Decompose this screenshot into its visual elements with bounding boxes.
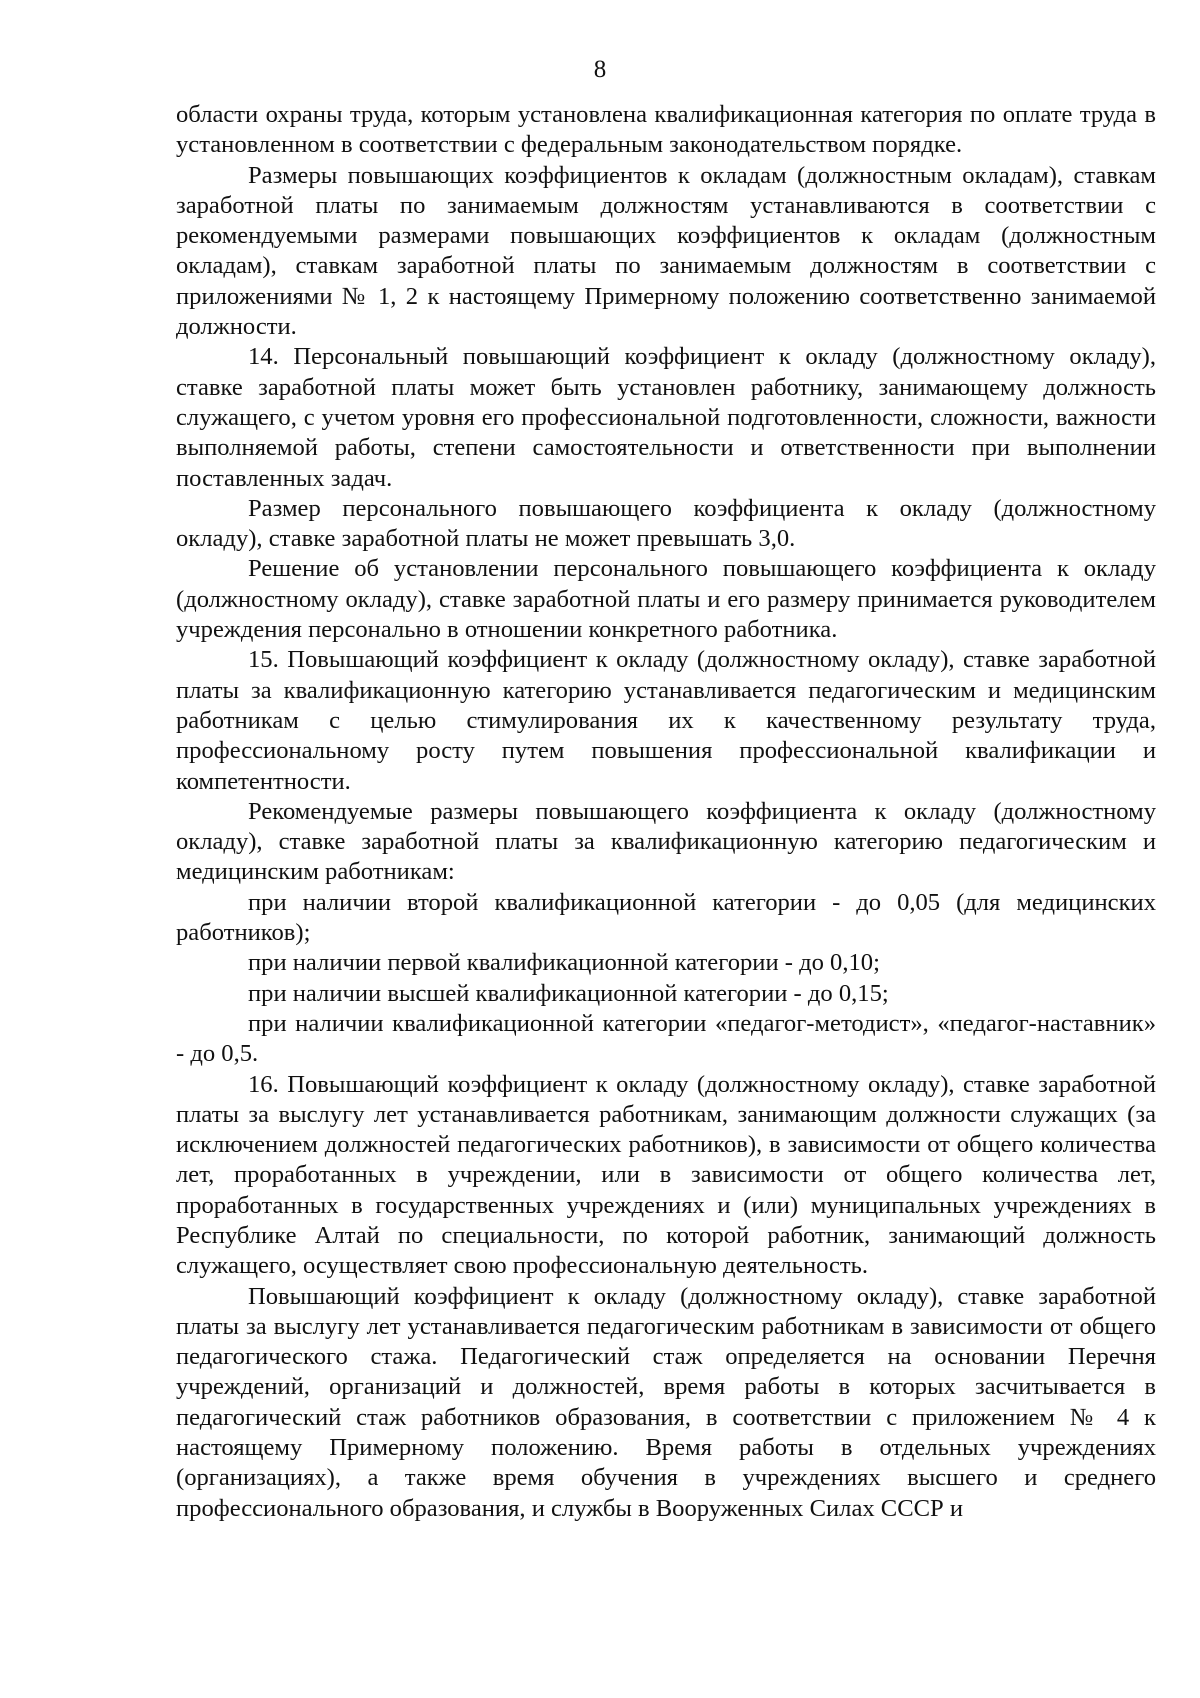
paragraph-personal-coefficient-decision: Решение об установлении персонального повышающего коэффициента к окладу (должностному окладу), ставке заработной платы и его размеру принимается руководителем учреждения персонально в отношении конкретного работника.: [176, 555, 1156, 644]
paragraph-pedagogical-seniority: Повышающий коэффициент к окладу (должностному окладу), ставке заработной платы за выслугу лет устанавливается педагогическим работникам в зависимости от общего педагогического стажа. Педагогический стаж определяется на основании Перечня учреждений, организаций и должностей, время работы в которых засчитывается в педагогический стаж работников образования, в соответствии с приложением № 4 к настоящему Примерному положению. Время работы в отдельных учреждениях (организациях), а также время обучения в учреждениях высшего и среднего профессионального образования, и службы в Вооруженных Силах СССР и: [176, 1282, 1156, 1522]
paragraph-personal-coefficient-limit: Размер персонального повышающего коэффициента к окладу (должностному окладу), ставке заработной платы не может превышать 3,0.: [176, 494, 1156, 553]
list-item-methodist-category: при наличии квалификационной категории «педагог-методист», «педагог-наставник» - до 0,5.: [176, 1009, 1156, 1068]
paragraph-coefficient-sizes: Размеры повышающих коэффициентов к окладам (должностным окладам), ставкам заработной платы по занимаемым должностям устанавливаются в соответствии с рекомендуемыми размерами повышающих коэффициентов к окладам (должностным окладам), ставкам заработной платы по занимаемым должностям в соответствии с приложениями № 1, 2 к настоящему Примерному положению соответственно занимаемой должности.: [176, 161, 1156, 341]
paragraph-item-16: 16. Повышающий коэффициент к окладу (должностному окладу), ставке заработной платы за выслугу лет устанавливается работникам, занимающим должности служащих (за исключением должностей педагогических работников), в зависимости от общего количества лет, проработанных в учреждении, или в зависимости от общего количества лет, проработанных в государственных учреждениях и (или) муниципальных учреждениях в Республике Алтай по специальности, по которой работник, занимающий должность служащего, осуществляет свою профессиональную деятельность.: [176, 1070, 1156, 1280]
document-body: [176, 100, 1156, 1524]
paragraph-item-14: 14. Персональный повышающий коэффициент к окладу (должностному окладу), ставке заработной платы может быть установлен работнику, занимающему должность служащего, с учетом уровня его профессиональной подготовленности, сложности, важности выполняемой работы, степени самостоятельности и ответственности при выполнении поставленных задач.: [176, 343, 1156, 492]
list-item-first-category: при наличии первой квалификационной категории - до 0,10;: [248, 949, 880, 977]
paragraph-item-15: 15. Повышающий коэффициент к окладу (должностному окладу), ставке заработной платы за квалификационную категорию устанавливается педагогическим и медицинским работникам с целью стимулирования их к качественному результату труда, профессиональному росту путем повышения профессиональной квалификации и компетентности.: [176, 646, 1156, 795]
list-item-second-category: при наличии второй квалификационной категории - до 0,05 (для медицинских работников);: [176, 888, 1156, 947]
page-number: 8: [593, 56, 607, 83]
paragraph-continuation: области охраны труда, которым установлена квалификационная категория по оплате труда в установленном в соответствии с федеральным законодательством порядке.: [176, 101, 1156, 159]
paragraph-recommended-sizes: Рекомендуемые размеры повышающего коэффициента к окладу (должностному окладу), ставке заработной платы за квалификационную категорию педагогическим и медицинским работникам:: [176, 797, 1156, 886]
list-item-highest-category: при наличии высшей квалификационной категории - до 0,15;: [248, 979, 889, 1007]
